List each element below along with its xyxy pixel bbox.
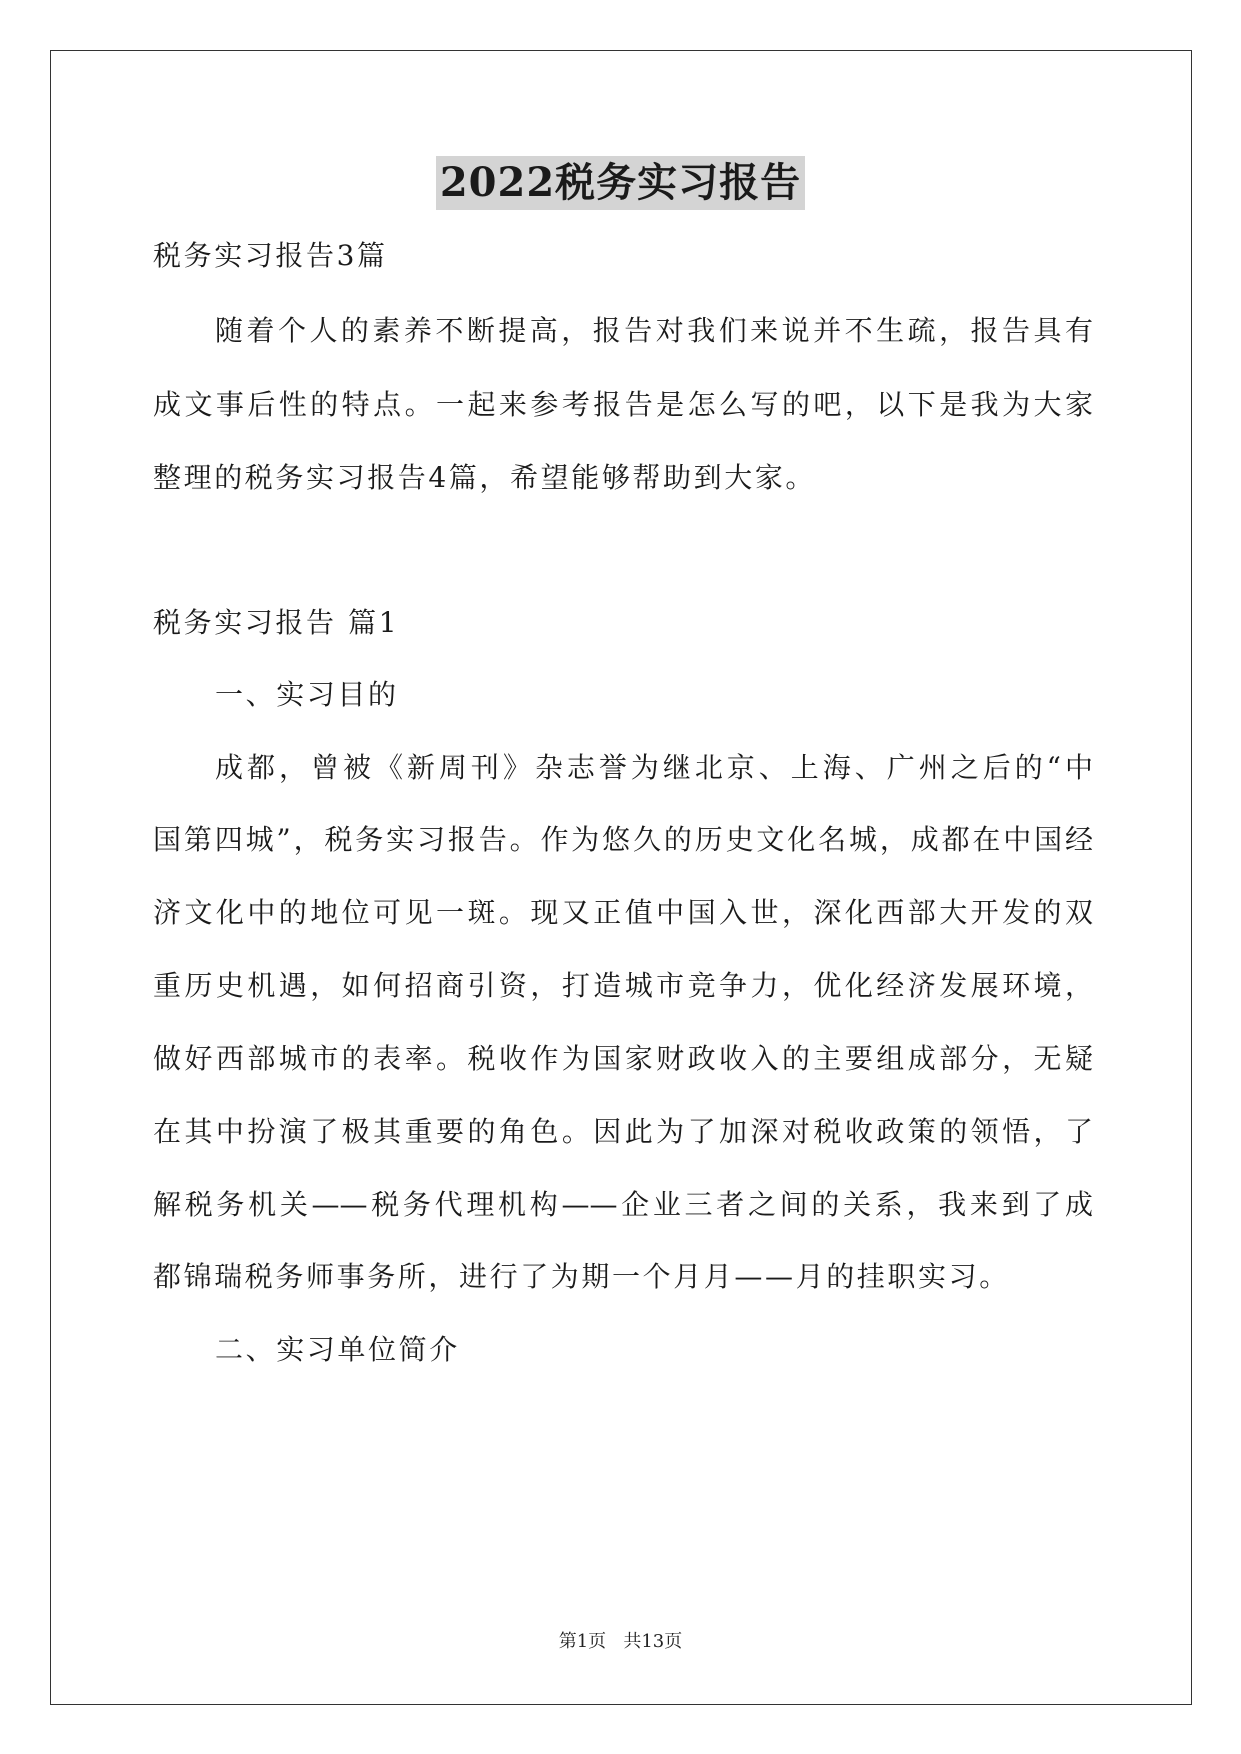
title-container <box>0 156 1241 210</box>
document-title: 2022税务实习报告 <box>436 156 805 210</box>
section-heading: 税务实习报告 篇1 <box>153 606 400 639</box>
page-footer: 第1页 共13页 <box>558 1631 683 1652</box>
paragraph-line: 成都，曾被《新周刊》杂志誉为继北京、上海、广州之后的“中 <box>215 751 1093 784</box>
page-border <box>50 50 1192 1705</box>
paragraph-line: 随着个人的素养不断提高，报告对我们来说并不生疏，报告具有 <box>215 314 1093 347</box>
paragraph-line: 国第四城”，税务实习报告。作为悠久的历史文化名城，成都在中国经 <box>153 823 1093 856</box>
paragraph-line: 解税务机关——税务代理机构——企业三者之间的关系，我来到了成 <box>153 1188 1093 1221</box>
subsection-heading: 二、实习单位简介 <box>215 1333 460 1366</box>
paragraph-line: 整理的税务实习报告4篇，希望能够帮助到大家。 <box>153 461 817 494</box>
paragraph-line: 重历史机遇，如何招商引资，打造城市竞争力，优化经济发展环境， <box>153 969 1093 1002</box>
subtitle-line: 税务实习报告3篇 <box>153 239 388 272</box>
paragraph-line: 成文事后性的特点。一起来参考报告是怎么写的吧，以下是我为大家 <box>153 388 1093 421</box>
paragraph-line: 济文化中的地位可见一斑。现又正值中国入世，深化西部大开发的双 <box>153 896 1093 929</box>
paragraph-line: 都锦瑞税务师事务所，进行了为期一个月月——月的挂职实习。 <box>153 1260 1010 1293</box>
paragraph-line: 在其中扮演了极其重要的角色。因此为了加深对税收政策的领悟，了 <box>153 1115 1093 1148</box>
paragraph-line: 做好西部城市的表率。税收作为国家财政收入的主要组成部分，无疑 <box>153 1042 1093 1075</box>
subsection-heading: 一、实习目的 <box>215 678 399 711</box>
